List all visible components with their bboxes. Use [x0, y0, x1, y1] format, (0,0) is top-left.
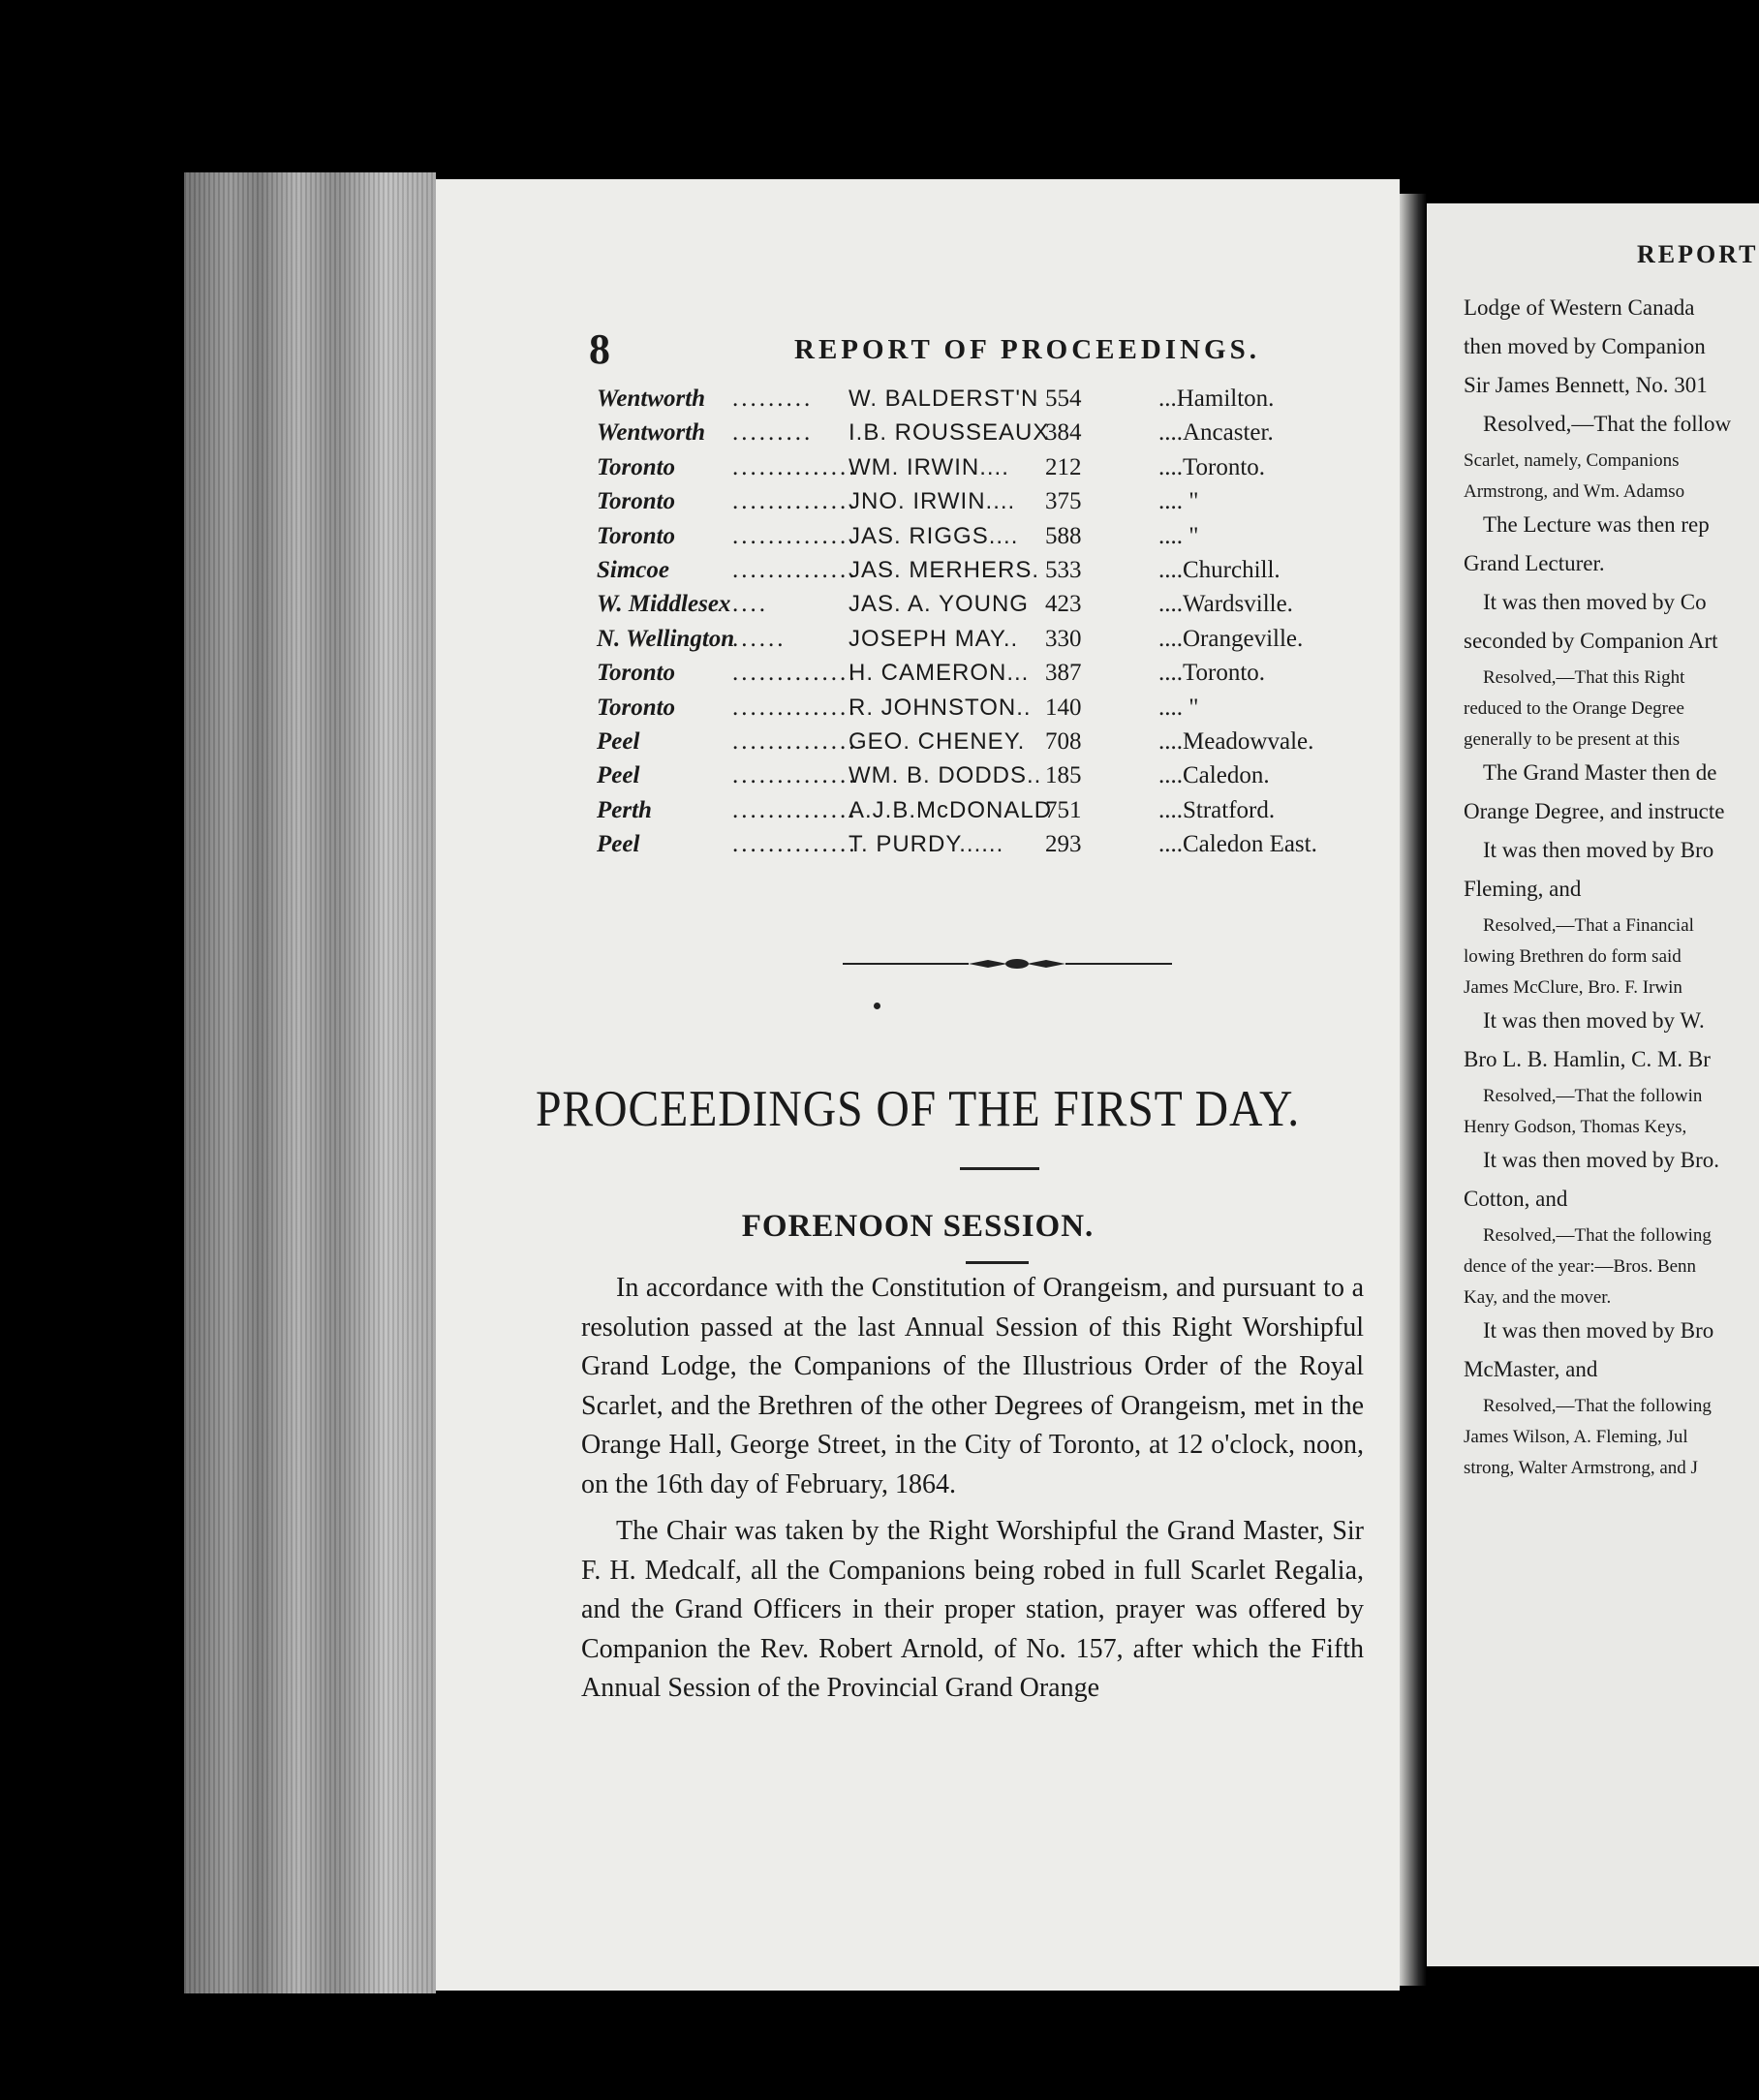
- lodge-county: Perth: [597, 796, 652, 823]
- text-line: Resolved,—That the following: [1483, 1396, 1712, 1416]
- proceedings-title: PROCEEDINGS OF THE FIRST DAY.: [535, 1081, 1301, 1137]
- lodge-row: [597, 797, 1391, 831]
- lodge-member-name: JNO. IRWIN....: [849, 488, 1016, 515]
- right-page: [1427, 203, 1759, 1966]
- text-line: then moved by Companion: [1464, 334, 1706, 358]
- leader-dots: ..............: [732, 453, 858, 480]
- lodge-place: .... ": [1158, 694, 1199, 721]
- lodge-number: 293: [1045, 831, 1082, 858]
- text-line: reduced to the Orange Degree: [1464, 698, 1684, 719]
- lodge-county: Wentworth: [597, 386, 706, 412]
- text-line: generally to be present at this: [1464, 729, 1681, 750]
- lodge-place: ....Toronto.: [1158, 660, 1266, 687]
- text-line: Resolved,—That the follow: [1483, 412, 1732, 436]
- lodge-number: 554: [1045, 386, 1082, 412]
- lodge-number: 708: [1045, 727, 1082, 755]
- ornament-divider: [843, 954, 1172, 973]
- lodge-place: ....Wardsville.: [1158, 591, 1293, 618]
- text-line: The Grand Master then de: [1483, 760, 1717, 785]
- text-line: It was then moved by Bro: [1483, 1318, 1714, 1343]
- lodge-county: Toronto: [597, 660, 676, 687]
- book-gutter: [1400, 194, 1427, 1986]
- lodge-place: ....Churchill.: [1158, 556, 1281, 583]
- lodge-number: 384: [1045, 419, 1082, 447]
- lodge-county: Toronto: [597, 694, 676, 721]
- leader-dots: ..............: [732, 831, 858, 858]
- lodge-row: [597, 591, 1391, 625]
- body-text: [581, 1269, 1364, 1716]
- lodge-member-name: R. JOHNSTON..: [849, 694, 1032, 721]
- lodge-row: [597, 557, 1391, 591]
- text-line: Henry Godson, Thomas Keys,: [1464, 1117, 1687, 1137]
- lodge-row: [597, 488, 1391, 522]
- text-line: Kay, and the mover.: [1464, 1287, 1612, 1308]
- lodge-row: [597, 419, 1391, 453]
- text-line: dence of the year:—Bros. Benn: [1464, 1256, 1697, 1277]
- lodge-member-name: T. PURDY......: [849, 831, 1004, 858]
- lodge-number: 423: [1045, 591, 1082, 618]
- leader-dots: .........: [732, 386, 814, 412]
- text-line: Cotton, and: [1464, 1187, 1568, 1211]
- leader-dots: ..............: [732, 522, 858, 549]
- lodge-row: [597, 660, 1391, 694]
- lodge-number: 375: [1045, 488, 1082, 515]
- lodge-number: 330: [1045, 625, 1082, 652]
- text-line: Lodge of Western Canada: [1464, 295, 1695, 320]
- lodge-member-name: H. CAMERON...: [849, 660, 1030, 687]
- lodge-member-name: JAS. MERHERS.: [849, 556, 1040, 583]
- session-rule: [966, 1261, 1029, 1264]
- lodge-county: Toronto: [597, 453, 676, 480]
- text-line: Resolved,—That the followin: [1483, 1086, 1703, 1106]
- lodge-county: Peel: [597, 762, 640, 789]
- lodge-row: [597, 386, 1391, 419]
- lodge-row: [597, 626, 1391, 660]
- text-line: The Lecture was then rep: [1483, 512, 1710, 537]
- session-title: FORENOON SESSION.: [741, 1209, 1095, 1244]
- lodge-place: ....Ancaster.: [1158, 419, 1274, 447]
- text-line: lowing Brethren do form said: [1464, 946, 1682, 967]
- running-title: REPORT OF PROCEEDINGS.: [794, 334, 1260, 365]
- lodge-number: 751: [1045, 796, 1082, 823]
- text-line: Fleming, and: [1464, 877, 1582, 901]
- leader-dots: ......: [732, 625, 787, 652]
- lodge-row: [597, 454, 1391, 488]
- lodge-row: [597, 523, 1391, 557]
- lodge-number: 185: [1045, 762, 1082, 789]
- lodge-place: ....Caledon East.: [1158, 831, 1317, 858]
- lodge-member-name: WM. B. DODDS..: [849, 762, 1042, 789]
- text-line: Orange Degree, and instructe: [1464, 799, 1725, 823]
- leader-dots: ..............: [732, 796, 858, 823]
- ink-dot: [874, 1003, 880, 1009]
- lodge-member-name: JOSEPH MAY..: [849, 625, 1019, 652]
- lodge-member-name: WM. IRWIN....: [849, 453, 1009, 480]
- leader-dots: ..............: [732, 762, 858, 789]
- left-page: [436, 179, 1400, 1991]
- lodge-member-name: JAS. RIGGS....: [849, 522, 1019, 549]
- lodge-county: W. Middlesex: [597, 591, 731, 618]
- leader-dots: ..............: [732, 660, 858, 687]
- lodge-number: 533: [1045, 556, 1082, 583]
- lodge-county: Toronto: [597, 522, 676, 549]
- lodge-county: Peel: [597, 831, 640, 858]
- text-line: strong, Walter Armstrong, and J: [1464, 1458, 1698, 1478]
- lodge-place: ....Toronto.: [1158, 453, 1266, 480]
- lodge-place: ....Caledon.: [1158, 762, 1270, 789]
- lodge-place: ...Hamilton.: [1158, 386, 1275, 412]
- text-line: Resolved,—That a Financial: [1483, 915, 1694, 936]
- lodge-place: ....Stratford.: [1158, 796, 1276, 823]
- page-header: [436, 324, 1400, 383]
- right-running-title: REPORT: [1637, 240, 1759, 268]
- text-line: James Wilson, A. Fleming, Jul: [1464, 1427, 1688, 1447]
- lodge-list: [597, 386, 1391, 865]
- lodge-county: Simcoe: [597, 556, 669, 583]
- text-line: seconded by Companion Art: [1464, 629, 1718, 653]
- leader-dots: ..............: [732, 556, 858, 583]
- lodge-number: 140: [1045, 694, 1082, 721]
- leader-dots: ..............: [732, 727, 858, 755]
- lodge-row: [597, 695, 1391, 728]
- lodge-place: .... ": [1158, 522, 1199, 549]
- lodge-row: [597, 831, 1391, 865]
- lodge-place: ....Meadowvale.: [1158, 727, 1314, 755]
- lodge-member-name: I.B. ROUSSEAUX: [849, 419, 1050, 447]
- paragraph: The Chair was taken by the Right Worshipful the Grand Master, Sir F. H. Medcalf, all the Companions being robed in full Scarlet Regalia, and the Grand Officers in their proper station, prayer was offered by Companion the Rev. Robert Arnold, of No. 157, after which the Fifth Annual Session of the Provincial Grand Orange: [581, 1516, 1364, 1703]
- text-line: Resolved,—That this Right: [1483, 667, 1685, 688]
- lodge-row: [597, 728, 1391, 762]
- text-line: It was then moved by W.: [1483, 1008, 1705, 1033]
- text-line: Bro L. B. Hamlin, C. M. Br: [1464, 1047, 1711, 1071]
- text-line: It was then moved by Bro: [1483, 838, 1714, 862]
- lodge-row: [597, 762, 1391, 796]
- lodge-member-name: JAS. A. YOUNG: [849, 591, 1029, 618]
- leader-dots: ..............: [732, 694, 858, 721]
- title-rule: [960, 1167, 1039, 1170]
- right-page-text: [1464, 295, 1759, 1489]
- lodge-member-name: A.J.B.McDONALD: [849, 796, 1053, 823]
- text-line: It was then moved by Co: [1483, 590, 1707, 614]
- leader-dots: ....: [732, 591, 768, 618]
- lodge-county: Peel: [597, 727, 640, 755]
- lodge-number: 212: [1045, 453, 1082, 480]
- paragraph: In accordance with the Constitution of Orangeism, and pursuant to a resolution passed at the last Annual Session of this Right Worshipful Grand Lodge, the Companions of the Illustrious Order of the Royal Scarlet, and the Brethren of the other Degrees of Orangeism, met in the Orange Hall, George Street, in the City of Toronto, at 12 o'clock, noon, on the 16th day of February, 1864.: [581, 1273, 1364, 1499]
- text-line: James McClure, Bro. F. Irwin: [1464, 977, 1682, 998]
- leader-dots: ..............: [732, 488, 858, 515]
- lodge-member-name: GEO. CHENEY.: [849, 727, 1026, 755]
- lodge-place: ....Orangeville.: [1158, 625, 1304, 652]
- text-line: Sir James Bennett, No. 301: [1464, 373, 1708, 397]
- lodge-county: Wentworth: [597, 419, 706, 447]
- leader-dots: .........: [732, 419, 814, 447]
- book-page-edges: [184, 172, 436, 1993]
- lodge-county: N. Wellington: [597, 625, 735, 652]
- text-line: Armstrong, and Wm. Adamso: [1464, 481, 1685, 502]
- lodge-county: Toronto: [597, 488, 676, 515]
- page-number: 8: [589, 325, 610, 373]
- text-line: It was then moved by Bro.: [1483, 1148, 1720, 1172]
- lodge-number: 588: [1045, 522, 1082, 549]
- lodge-place: .... ": [1158, 488, 1199, 515]
- text-line: McMaster, and: [1464, 1357, 1598, 1381]
- text-line: Grand Lecturer.: [1464, 551, 1605, 575]
- lodge-member-name: W. BALDERST'N: [849, 386, 1039, 412]
- text-line: Resolved,—That the following: [1483, 1225, 1712, 1246]
- text-line: Scarlet, namely, Companions: [1464, 450, 1680, 471]
- lodge-number: 387: [1045, 660, 1082, 687]
